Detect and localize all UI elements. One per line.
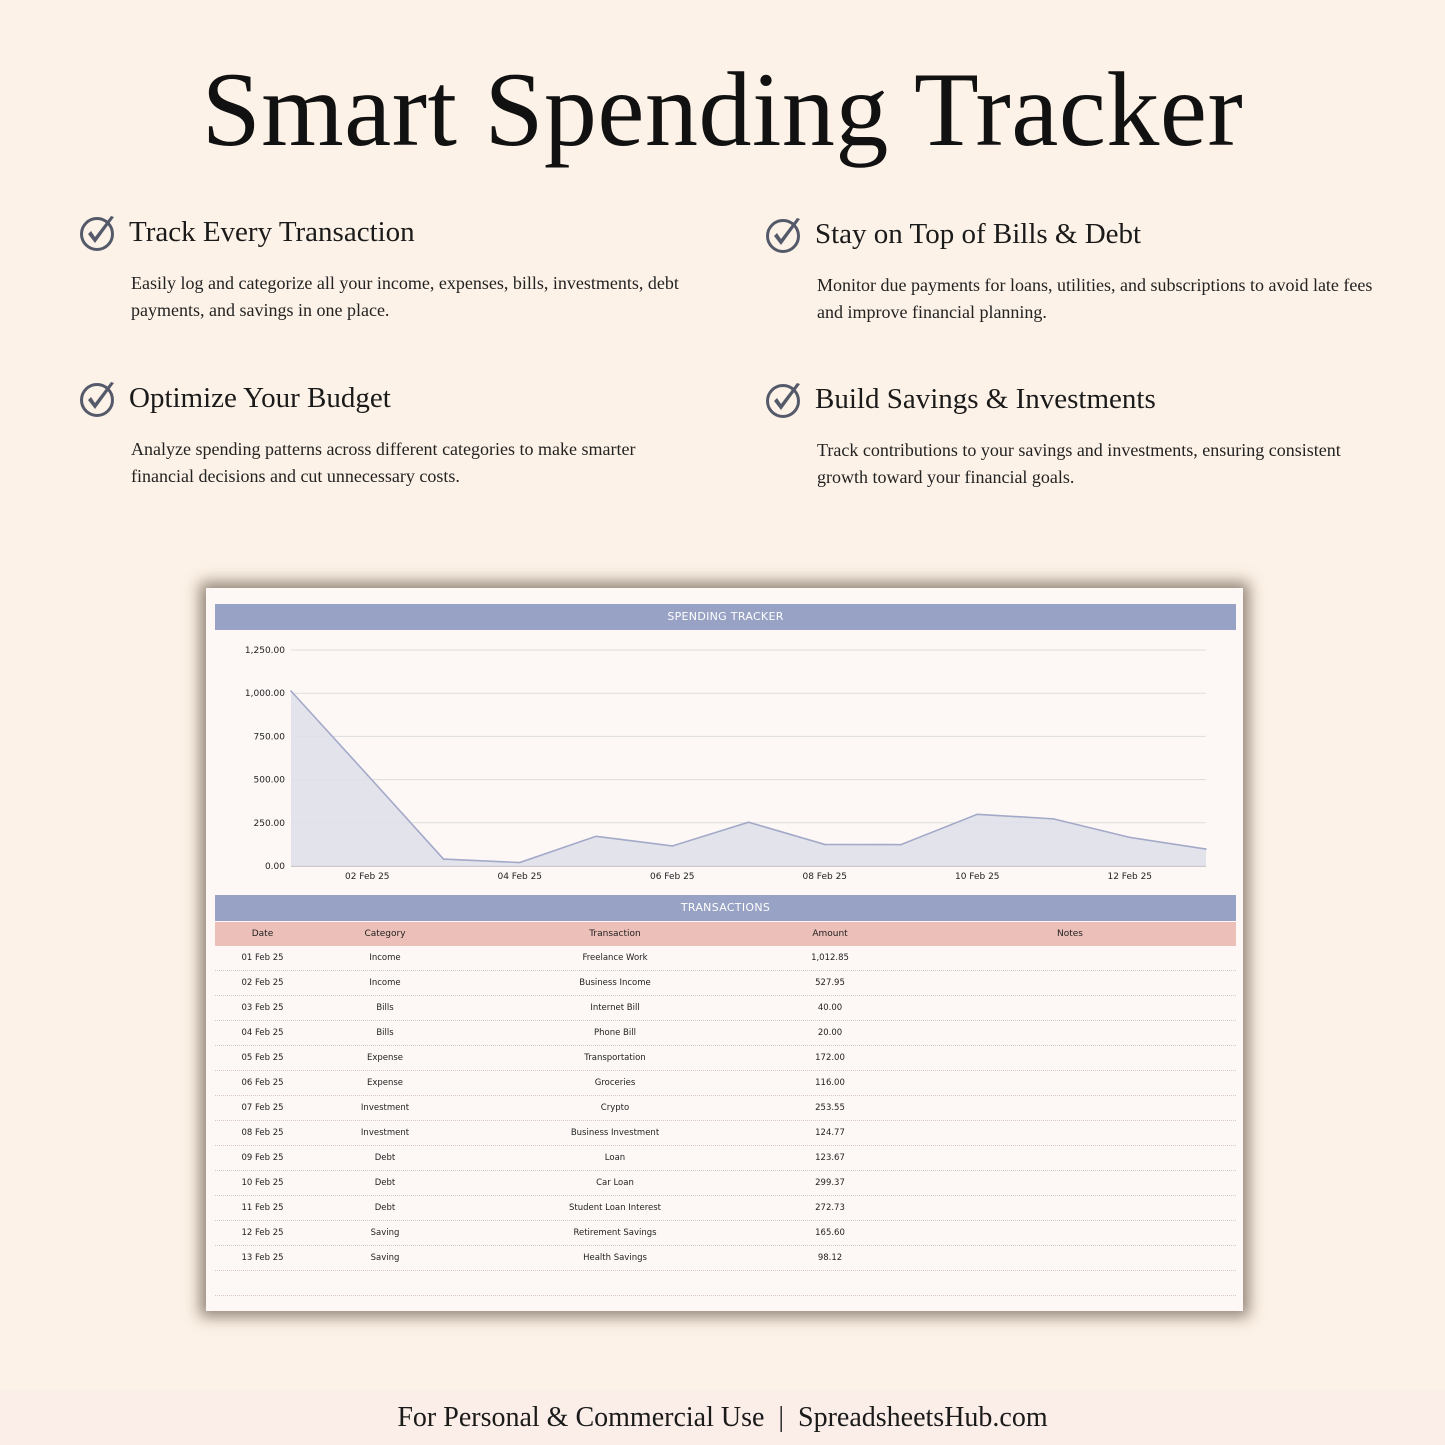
- feature-bills-debt: [765, 214, 1373, 326]
- cell-date[interactable]: 07 Feb 25: [241, 1103, 284, 1113]
- cell-category[interactable]: Investment: [360, 1128, 410, 1138]
- data-point: [748, 821, 750, 823]
- cell-date[interactable]: 04 Feb 25: [241, 1028, 284, 1038]
- cell-category[interactable]: Bills: [376, 1003, 394, 1013]
- x-tick-label: 04 Feb 25: [497, 872, 543, 882]
- cell-notes[interactable]: [915, 996, 1225, 1020]
- checkmark-icon: [79, 378, 119, 418]
- cell-notes[interactable]: [915, 971, 1225, 995]
- checkmark-icon: [79, 212, 119, 252]
- feature-description: Track contributions to your savings and investments, ensuring consistent growth toward your financial goals.: [817, 440, 1341, 487]
- table-row-empty[interactable]: [215, 1296, 1236, 1321]
- table-row[interactable]: [215, 1071, 1236, 1096]
- cell-notes[interactable]: [915, 1196, 1225, 1220]
- feature-title: Optimize Your Budget: [129, 382, 391, 414]
- y-tick-label: 750.00: [253, 732, 285, 743]
- cell-notes[interactable]: [915, 1246, 1225, 1270]
- cell-notes[interactable]: [915, 1096, 1225, 1120]
- data-point: [595, 835, 597, 837]
- feature-title: Stay on Top of Bills & Debt: [815, 218, 1142, 250]
- data-point: [1205, 848, 1207, 850]
- cell-notes[interactable]: [915, 1171, 1225, 1195]
- cell-transaction[interactable]: Retirement Savings: [573, 1228, 657, 1238]
- data-point: [1129, 837, 1131, 839]
- feature-optimize-budget: [79, 378, 679, 490]
- table-row[interactable]: [215, 1196, 1236, 1221]
- x-tick-label: 06 Feb 25: [649, 872, 695, 882]
- data-point: [900, 844, 902, 846]
- table-row[interactable]: [215, 1246, 1236, 1271]
- cell-notes[interactable]: [915, 1021, 1225, 1045]
- cell-category[interactable]: Income: [369, 978, 401, 988]
- cell-category[interactable]: Bills: [376, 1028, 394, 1038]
- data-point: [366, 774, 368, 776]
- x-tick-label: 12 Feb 25: [1107, 872, 1153, 882]
- cell-amount[interactable]: 527.95: [815, 978, 845, 988]
- footer-text: For Personal & Commercial Use | SpreadsheetsHub.com: [397, 1402, 1048, 1433]
- cell-transaction[interactable]: Car Loan: [596, 1178, 634, 1188]
- cell-category[interactable]: Debt: [374, 1178, 396, 1188]
- cell-date[interactable]: 06 Feb 25: [241, 1078, 284, 1088]
- x-tick-label: 02 Feb 25: [344, 872, 390, 882]
- cell-category[interactable]: Debt: [374, 1153, 396, 1163]
- cell-date[interactable]: 13 Feb 25: [241, 1253, 284, 1263]
- cell-transaction[interactable]: Loan: [604, 1153, 626, 1163]
- feature-track-transactions: [79, 212, 679, 324]
- cell-amount[interactable]: 98.12: [817, 1253, 843, 1263]
- table-header-row: [215, 922, 1236, 946]
- feature-description: Monitor due payments for loans, utilities, and subscriptions to avoid late fees and improve financial planning.: [817, 275, 1373, 322]
- header-transaction[interactable]: Transaction: [589, 929, 641, 939]
- cell-category[interactable]: Investment: [360, 1103, 410, 1113]
- cell-category[interactable]: Expense: [366, 1053, 404, 1063]
- cell-amount[interactable]: 165.60: [815, 1228, 845, 1238]
- cell-amount[interactable]: 40.00: [817, 1003, 843, 1013]
- chart-title-bar: SPENDING TRACKER: [215, 604, 1236, 630]
- cell-transaction[interactable]: Transportation: [584, 1053, 646, 1063]
- feature-title: Track Every Transaction: [129, 216, 415, 248]
- cell-transaction[interactable]: Crypto: [600, 1103, 630, 1113]
- cell-date[interactable]: 08 Feb 25: [241, 1128, 284, 1138]
- cell-transaction[interactable]: Freelance Work: [582, 953, 648, 963]
- cell-date[interactable]: 11 Feb 25: [241, 1203, 284, 1213]
- transactions-title-bar: TRANSACTIONS: [215, 895, 1236, 921]
- data-point: [519, 862, 521, 864]
- spreadsheet-preview: [206, 588, 1243, 1311]
- x-tick-label: 08 Feb 25: [802, 872, 848, 882]
- cell-notes[interactable]: [915, 1071, 1225, 1095]
- cell-category[interactable]: Expense: [366, 1078, 404, 1088]
- data-point: [824, 844, 826, 846]
- feature-title: Build Savings & Investments: [815, 383, 1156, 415]
- cell-amount[interactable]: 116.00: [815, 1078, 845, 1088]
- feature-savings-investments: [765, 379, 1365, 491]
- cell-transaction[interactable]: Phone Bill: [594, 1028, 636, 1038]
- spending-chart: [206, 630, 1243, 890]
- cell-transaction[interactable]: Groceries: [594, 1078, 636, 1088]
- cell-amount[interactable]: 1,012.85: [811, 953, 849, 963]
- cell-category[interactable]: Income: [369, 953, 401, 963]
- feature-description: Analyze spending patterns across different categories to make smarter financial decisions and cut unnecessary costs.: [131, 439, 636, 486]
- cell-notes[interactable]: [915, 1221, 1225, 1245]
- header-date[interactable]: Date: [251, 929, 274, 939]
- cell-transaction[interactable]: Business Income: [579, 978, 651, 988]
- cell-date[interactable]: 03 Feb 25: [241, 1003, 284, 1013]
- page-title: Smart Spending Tracker: [201, 51, 1244, 168]
- y-tick-label: 1,250.00: [244, 646, 285, 656]
- cell-amount[interactable]: 172.00: [815, 1053, 845, 1063]
- cell-date[interactable]: 05 Feb 25: [241, 1053, 284, 1063]
- cell-date[interactable]: 02 Feb 25: [241, 978, 284, 988]
- table-row-empty[interactable]: [215, 1271, 1236, 1296]
- cell-notes[interactable]: [915, 1046, 1225, 1070]
- y-tick-label: 1,000.00: [244, 689, 285, 700]
- cell-date[interactable]: 09 Feb 25: [241, 1153, 284, 1163]
- cell-amount[interactable]: 299.37: [815, 1178, 845, 1188]
- cell-date[interactable]: 01 Feb 25: [241, 953, 284, 963]
- cell-category[interactable]: Debt: [374, 1203, 396, 1213]
- checkmark-icon: [765, 214, 805, 254]
- table-row[interactable]: [215, 1171, 1236, 1196]
- header-notes[interactable]: Notes: [1057, 929, 1083, 939]
- header-amount[interactable]: Amount: [812, 929, 848, 939]
- x-tick-label: 10 Feb 25: [954, 872, 1000, 882]
- table-row[interactable]: [215, 1146, 1236, 1171]
- cell-amount[interactable]: 124.77: [815, 1128, 845, 1138]
- table-row[interactable]: [215, 996, 1236, 1021]
- table-row[interactable]: [215, 1121, 1236, 1146]
- cell-date[interactable]: 10 Feb 25: [241, 1178, 284, 1188]
- y-tick-label: 0.00: [264, 862, 285, 872]
- cell-amount[interactable]: 272.73: [815, 1203, 845, 1213]
- transactions-table: [215, 946, 1236, 1321]
- data-point: [671, 845, 673, 847]
- table-row[interactable]: [215, 946, 1236, 971]
- cell-notes[interactable]: [915, 1146, 1225, 1170]
- cell-amount[interactable]: 123.67: [815, 1153, 845, 1163]
- cell-date[interactable]: 12 Feb 25: [241, 1228, 284, 1238]
- cell-amount[interactable]: 253.55: [815, 1103, 845, 1113]
- table-row[interactable]: [215, 971, 1236, 996]
- cell-category[interactable]: Saving: [370, 1228, 400, 1238]
- checkmark-icon: [765, 379, 805, 419]
- cell-transaction[interactable]: Internet Bill: [590, 1003, 640, 1013]
- cell-category[interactable]: Saving: [370, 1253, 400, 1263]
- cell-transaction[interactable]: Health Savings: [583, 1253, 647, 1263]
- table-row[interactable]: [215, 1021, 1236, 1046]
- footer: [0, 1390, 1445, 1445]
- y-tick-label: 500.00: [253, 775, 285, 786]
- data-point: [1053, 818, 1055, 820]
- cell-transaction[interactable]: Student Loan Interest: [568, 1203, 661, 1213]
- table-row[interactable]: [215, 1221, 1236, 1246]
- table-row[interactable]: [215, 1096, 1236, 1121]
- data-point: [290, 690, 292, 692]
- cell-amount[interactable]: 20.00: [817, 1028, 843, 1038]
- cell-transaction[interactable]: Business Investment: [570, 1128, 660, 1138]
- cell-notes[interactable]: [915, 1121, 1225, 1145]
- data-point: [443, 858, 445, 860]
- header-category[interactable]: Category: [364, 929, 406, 939]
- y-tick-label: 250.00: [253, 818, 285, 829]
- feature-description: Easily log and categorize all your income, expenses, bills, investments, debt payments, and savings in one place.: [131, 273, 679, 320]
- data-point: [976, 813, 978, 815]
- table-row[interactable]: [215, 1046, 1236, 1071]
- cell-notes[interactable]: [915, 946, 1225, 970]
- series-area: [291, 691, 1206, 866]
